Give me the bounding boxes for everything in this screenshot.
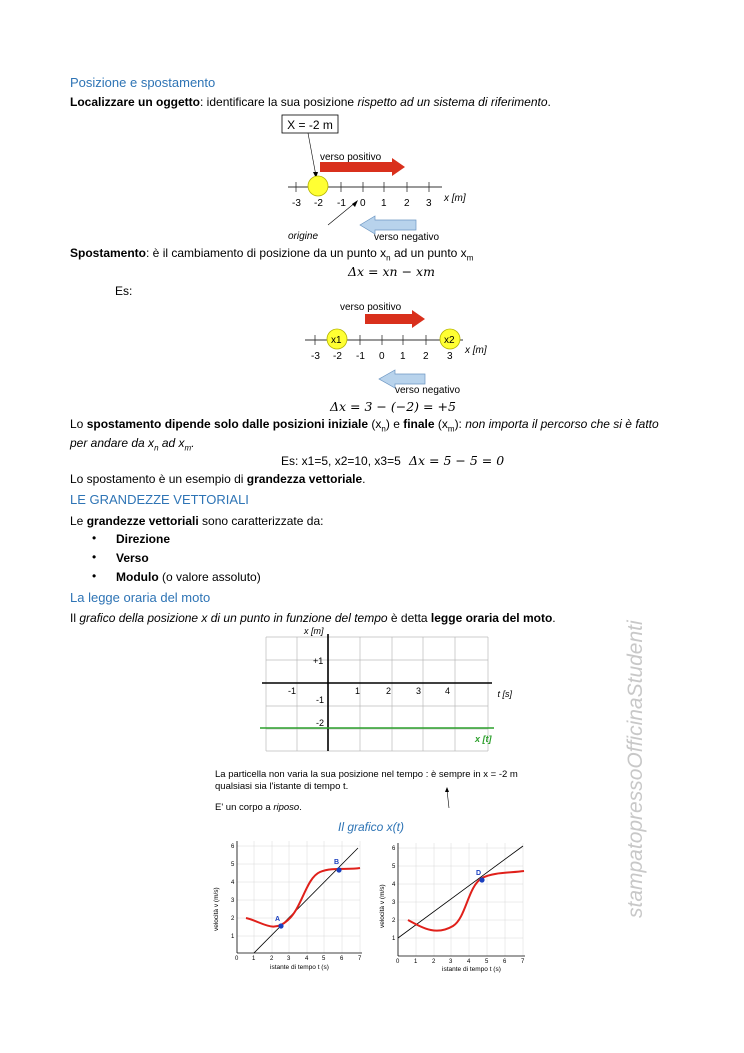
- text-italic: per andare da x: [70, 436, 155, 450]
- example-values: Es: x1=5, x2=10, x3=5: [281, 454, 401, 468]
- text-locate: : identificare la sua posizione: [200, 95, 358, 109]
- tick-label: 1: [400, 351, 406, 362]
- text-period: .: [547, 95, 551, 109]
- term-dependence: spostamento dipende solo dalle posizioni iniziale: [86, 417, 369, 431]
- term-law-of-motion: legge oraria del moto: [430, 611, 553, 625]
- tick-label: 0: [379, 351, 385, 362]
- point-b-label: B: [334, 859, 340, 866]
- tick-label: 1: [381, 198, 387, 209]
- subscript-n: n: [154, 443, 159, 453]
- list-item: [116, 569, 261, 585]
- term-vector-quantities: grandezze vettoriali: [86, 514, 199, 528]
- x-tick-label: 5: [322, 956, 326, 962]
- list-item-rest: (o valore assoluto): [158, 570, 261, 584]
- tick-label: 0: [360, 198, 366, 209]
- section-heading-vectors: LE GRANDEZZE VETTORIALI: [70, 492, 249, 507]
- watermark: [612, 540, 652, 920]
- bullet-symbol: •: [92, 569, 97, 583]
- y-tick-label: 6: [392, 846, 396, 852]
- x-axis-label: istante di tempo t (s): [442, 966, 501, 973]
- paragraph-dependence-line2: [70, 435, 195, 456]
- y-axis-label: velocità v (m/s): [213, 887, 220, 931]
- list-item-term: Direzione: [116, 532, 171, 546]
- italic-path: non importa il percorso che si è fatto: [465, 417, 659, 431]
- figure-title-x-of-t: Il grafico x(t): [338, 820, 405, 834]
- text-mid: ) e: [385, 417, 404, 431]
- x-axis-label: istante di tempo t (s): [270, 964, 329, 971]
- y-tick-labels: [392, 846, 396, 942]
- italic-graph-definition: grafico della posizione x di un punto in funzione del tempo: [79, 611, 388, 625]
- x-tick-label: 7: [358, 956, 362, 962]
- y-tick-label: 5: [392, 864, 396, 870]
- text-displacement: : è il cambiamento di posizione da un punto x: [146, 246, 387, 260]
- tick-label: 3: [447, 351, 453, 362]
- x-tick-label: 2: [270, 956, 274, 962]
- x-tick-label: 1: [414, 959, 418, 965]
- caption-line-3: [215, 802, 302, 814]
- figure-number-line-2: [295, 298, 505, 398]
- y-tick-label: 1: [392, 936, 396, 942]
- tick-label: -3: [311, 351, 320, 362]
- list-item: [116, 550, 149, 566]
- tick-label: -2: [314, 198, 323, 209]
- x-tick-label: 1: [355, 686, 361, 696]
- point-a: [278, 923, 283, 928]
- velocity-curve: [408, 871, 524, 931]
- text-displacement-2: ad un punto x: [390, 246, 467, 260]
- x-tick-label: 4: [445, 686, 451, 696]
- x-tick-label: 3: [416, 686, 422, 696]
- subscript-n: n: [386, 253, 391, 263]
- position-box-label: X = -2 m: [287, 118, 333, 132]
- y-axis-label: x [m]: [304, 626, 324, 636]
- text-pre: Le: [70, 514, 87, 528]
- italic-reference-system: rispetto ad un sistema di riferimento: [357, 95, 548, 109]
- text-period: .: [299, 802, 302, 813]
- italic-rest: riposo: [273, 802, 300, 813]
- list-item-term: Verso: [116, 551, 149, 565]
- x-tick-labels: [396, 959, 525, 965]
- subscript-m: m: [466, 253, 474, 263]
- x-tick-labels: [235, 956, 362, 962]
- y-tick-label: -1: [316, 695, 325, 705]
- x-axis-label: t [s]: [497, 689, 512, 699]
- text-mid: è detta: [387, 611, 431, 625]
- text-pre: Il: [70, 611, 80, 625]
- y-tick-label: 5: [231, 862, 235, 868]
- text-end: sono caratterizzate da:: [198, 514, 324, 528]
- text-pre: E' un corpo a: [215, 802, 274, 813]
- figure-number-line-1: [270, 112, 490, 244]
- x-tick-label: 5: [485, 959, 489, 965]
- x-tick-label: 1: [252, 956, 256, 962]
- text-italic: ad x: [158, 436, 185, 450]
- term-displacement: Spostamento: [70, 246, 147, 260]
- term-final: finale: [403, 417, 435, 431]
- subscript-m: m: [447, 424, 455, 434]
- grid: [266, 637, 488, 751]
- series-label: x [t]: [475, 734, 492, 744]
- figure-position-time-graph: [258, 624, 512, 754]
- object-point: [308, 176, 328, 196]
- term-vector-quantity: grandezza vettoriale: [246, 472, 363, 486]
- point-x2-label: x2: [444, 335, 455, 346]
- x-tick-label: 4: [305, 956, 309, 962]
- text-mid: (x: [434, 417, 448, 431]
- grid: [237, 841, 360, 953]
- x-tick-label: 0: [396, 959, 400, 965]
- tick-label: 3: [426, 198, 432, 209]
- x-tick-label: 6: [503, 959, 507, 965]
- y-axis-label: velocità v (m/s): [379, 884, 386, 928]
- tick-label: -2: [333, 351, 342, 362]
- term-locate: Localizzare un oggetto: [70, 95, 201, 109]
- y-tick-label: 6: [231, 844, 235, 850]
- subscript-n: n: [381, 424, 386, 434]
- y-tick-label: 4: [231, 880, 235, 886]
- tick-label: 2: [423, 351, 429, 362]
- x-tick-label: 3: [449, 959, 453, 965]
- point-d-label: D: [476, 870, 482, 877]
- formula-example-zero: Δx = 5 − 5 = 0: [409, 453, 505, 468]
- bullet-symbol: •: [92, 531, 97, 545]
- list-item: [116, 531, 170, 547]
- caption-line-2: qualsiasi sia l'istante di tempo t.: [215, 781, 349, 792]
- pointer-line: [308, 133, 316, 176]
- x-tick-label: 0: [235, 956, 239, 962]
- y-tick-label: 2: [392, 918, 396, 924]
- x-tick-label: 2: [432, 959, 436, 965]
- axis-label: x [m]: [465, 345, 487, 356]
- y-tick-label: 3: [392, 900, 396, 906]
- paragraph-vector-example: [70, 471, 366, 487]
- text-pre: Lo: [70, 417, 87, 431]
- positive-direction-label: verso positivo: [340, 302, 402, 313]
- x-tick-label: -1: [288, 686, 297, 696]
- caption-line-1: La particella non varia la sua posizione nel tempo : è sempre in x = -2 m: [215, 769, 518, 780]
- paragraph-vectors-intro: [70, 513, 323, 529]
- text-mid: (x: [368, 417, 382, 431]
- x-tick-label: 3: [287, 956, 291, 962]
- figure-velocity-graph-left: [208, 836, 368, 972]
- x-tick-label: 4: [467, 959, 471, 965]
- figure-velocity-graph-right: [378, 838, 538, 974]
- y-tick-label: -2: [316, 718, 325, 728]
- text-period: .: [191, 436, 195, 450]
- tick-label: 2: [404, 198, 410, 209]
- axis-label: x [m]: [444, 193, 466, 204]
- formula-example: Δx = 3 − (−2) = +5: [330, 399, 456, 414]
- subscript-m: m: [184, 443, 192, 453]
- x-tick-label: 6: [340, 956, 344, 962]
- origin-label: origine: [288, 231, 319, 242]
- point-b: [336, 867, 341, 872]
- text-period: .: [552, 611, 556, 625]
- y-tick-label: 3: [231, 898, 235, 904]
- paragraph-locate: [70, 94, 551, 110]
- formula-displacement: Δx = xn − xm: [348, 264, 435, 279]
- example-label: Es:: [115, 284, 133, 298]
- y-tick-labels: [231, 844, 235, 940]
- negative-direction-label: verso negativo: [395, 385, 461, 396]
- negative-direction-label: verso negativo: [374, 232, 440, 243]
- list-item-term: Modulo: [116, 570, 159, 584]
- tick-label: -1: [337, 198, 346, 209]
- watermark-text: stampatopressoOfficinaStudenti: [624, 620, 647, 918]
- text-period: .: [362, 472, 366, 486]
- y-tick-label: 1: [231, 934, 235, 940]
- text-pre: Lo spostamento è un esempio di: [70, 472, 247, 486]
- x-tick-label: 2: [386, 686, 392, 696]
- y-tick-label: 2: [231, 916, 235, 922]
- x-tick-label: 7: [521, 959, 525, 965]
- bullet-symbol: •: [92, 550, 97, 564]
- caption-arrow: [442, 786, 454, 810]
- section-heading-law-of-motion: La legge oraria del moto: [70, 590, 211, 605]
- positive-direction-label: verso positivo: [320, 152, 382, 163]
- origin-arrowhead: [352, 200, 358, 207]
- point-x1-label: x1: [331, 335, 342, 346]
- point-a-label: A: [275, 916, 281, 923]
- point-d: [479, 877, 484, 882]
- tick-label: -3: [292, 198, 301, 209]
- section-heading-position: Posizione e spostamento: [70, 75, 216, 90]
- y-tick-label: +1: [313, 656, 324, 666]
- tick-label: -1: [356, 351, 365, 362]
- y-tick-label: 4: [392, 882, 396, 888]
- text-mid: ):: [454, 417, 466, 431]
